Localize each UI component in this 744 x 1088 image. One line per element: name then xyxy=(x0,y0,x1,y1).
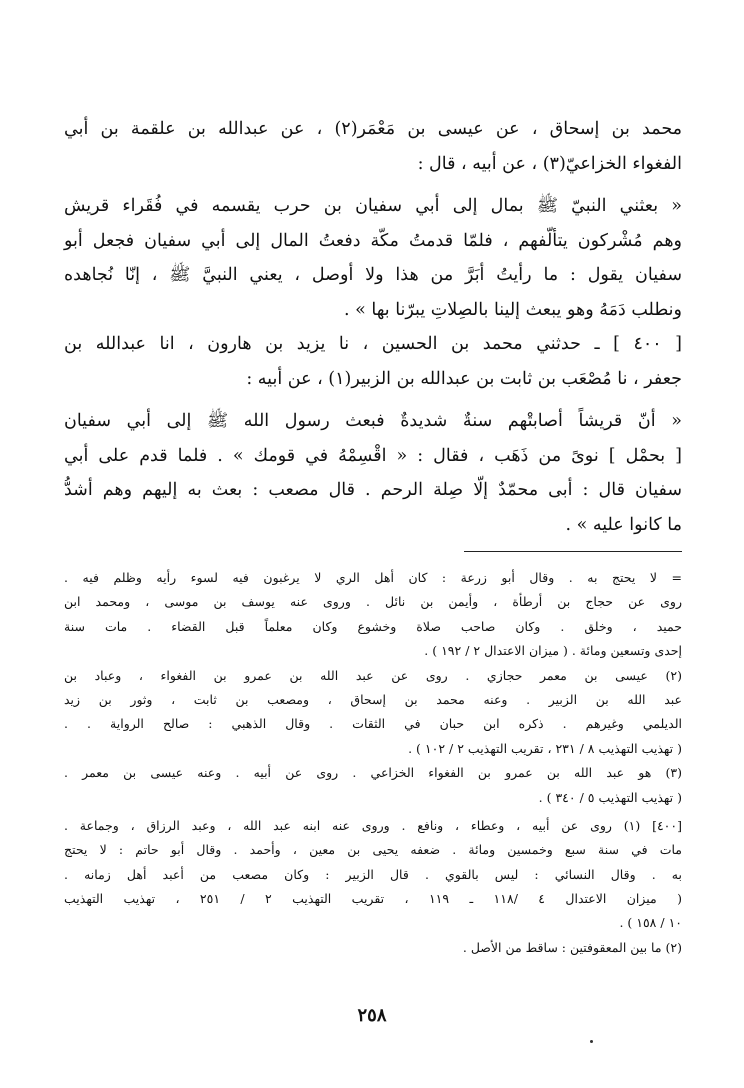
footnote-line: به . وقال النسائي : ليس بالقوي . قال الزبير : وكان مصعب من أعبد أهل زمانه . xyxy=(64,866,682,882)
footnote-line: (٢) عيسى بن معمر حجازي . روى عن عبد الله بن عمرو بن الفغواء ، وعباد بن xyxy=(64,667,682,683)
main-line: [ بحمْل ] نوىً من ذَهَب ، فقال : « اقْسِمْهُ في قومك » . فلما قدم على أبي xyxy=(64,445,682,466)
main-line: ما كانوا عليه » . xyxy=(565,514,682,535)
footnote-line: (٢) ما بين المعقوفتين : ساقط من الأصل . xyxy=(462,939,682,955)
footnote-line: [٤٠٠] (١) روى عن أبيه ، وعطاء ، ونافع . وروى عنه ابنه عبد الله ، وعبد الرزاق ، وجماعة . xyxy=(64,817,683,833)
footnote-line: = لا يحتج به . وقال أبو زرعة : كان أهل الري لا يرغبون فيه لسوء رأيه وظلم فيه . xyxy=(64,570,682,585)
print-speck xyxy=(590,1040,593,1043)
footnote-line: حميد ، وخلق . وكان صاحب صلاة وخشوع وكان معلماً قبل القضاء . مات سنة xyxy=(64,618,682,634)
footnote-line: (٣) هو عبد الله بن عمرو بن الفغواء الخزاعي . روى عن أبيه . وعنه عيسى بن معمر . xyxy=(64,765,682,781)
main-line: محمد بن إسحاق ، عن عيسى بن مَعْمَر(٢) ، عن عبدالله بن علقمة بن أبي xyxy=(64,119,682,139)
footnotes xyxy=(64,566,682,960)
paragraph-gap xyxy=(64,396,682,404)
footnote-line: روى عن حجاج بن أرطأة ، وأيمن بن نائل . وروى عنه يوسف بن موسى ، ومحمد ابن xyxy=(64,594,682,610)
footnote-line: مات في سنة سبع وخمسين ومائة . ضعفه يحيى بن معين ، وأحمد . وقال أبو حاتم : لا يحتج xyxy=(64,842,682,858)
main-line: ونطلب دَمَهُ وهو يبعث إلينا بالصِلاتِ يبرّنا بها » . xyxy=(343,299,682,320)
main-line: سفيان قال : أبى محمّدٌ إلّا صِلة الرحم . قال مصعب : بعث به إليهم وهم أشدُّ xyxy=(64,480,682,500)
footnote-line: إحدى وتسعين ومائة . ( ميزان الاعتدال ٢ / ١٩٢ ) . xyxy=(424,643,682,659)
footnote-line: ( تهذيب التهذيب ٨ / ٢٣١ ، تقريب التهذيب ٢ / ١٠٢ ) . xyxy=(408,740,682,756)
page-number: ٢٥٨ xyxy=(357,1005,387,1026)
main-line: جعفر ، نا مُصْعَب بن ثابت بن عبدالله بن الزبير(١) ، عن أبيه : xyxy=(246,368,682,389)
footnote-line: ( ميزان الاعتدال ٤ /١١٨ ـ ١١٩ ، تقريب التهذيب ٢ / ٢٥١ ، تهذيب التهذيب xyxy=(64,891,683,907)
main-line: وهم مُشْركون يتألّفهم ، فلمّا قدمتُ مكّة دفعتُ المال إلى أبي سفيان فجعل أبو xyxy=(64,230,682,251)
footnote-line: الديلمي وغيرهم . ذكره ابن حبان في الثقات . وقال الذهبي : صالح الرواية . . xyxy=(64,716,682,732)
main-line: سفيان يقول : ما رأيتُ أبَرَّ من هذا ولا أوصل ، يعني النبيَّ ﷺ ، إنّا نُجاهده xyxy=(64,265,682,285)
main-text xyxy=(64,112,682,542)
footnote-line: ( تهذيب التهذيب ٥ / ٣٤٠ ) . xyxy=(538,789,682,805)
footnote-divider xyxy=(464,551,682,552)
main-line: الفغواء الخزاعيّ(٣) ، عن أبيه ، قال : xyxy=(417,153,682,174)
footnote-line: عبد الله بن الزبير . وعنه محمد بن إسحاق ، ومصعب بن ثابت ، وثور بن زيد xyxy=(64,691,682,707)
paragraph-gap xyxy=(64,181,682,189)
footnote-line: ١٠ / ١٥٨ ) . xyxy=(619,915,682,931)
main-line: « أنّ قريشاً أصابتْهم سنةٌ شديدةٌ فبعث رسول الله ﷺ إلى أبي سفيان xyxy=(64,411,682,431)
main-line: « بعثني النبيّ ﷺ بمال إلى أبي سفيان بن حرب يقسمه في فُقَراء قريش xyxy=(64,196,682,216)
main-line: [ ٤٠٠ ] ـ حدثني محمد بن الحسين ، نا يزيد بن هارون ، انا عبدالله بن xyxy=(64,334,683,354)
